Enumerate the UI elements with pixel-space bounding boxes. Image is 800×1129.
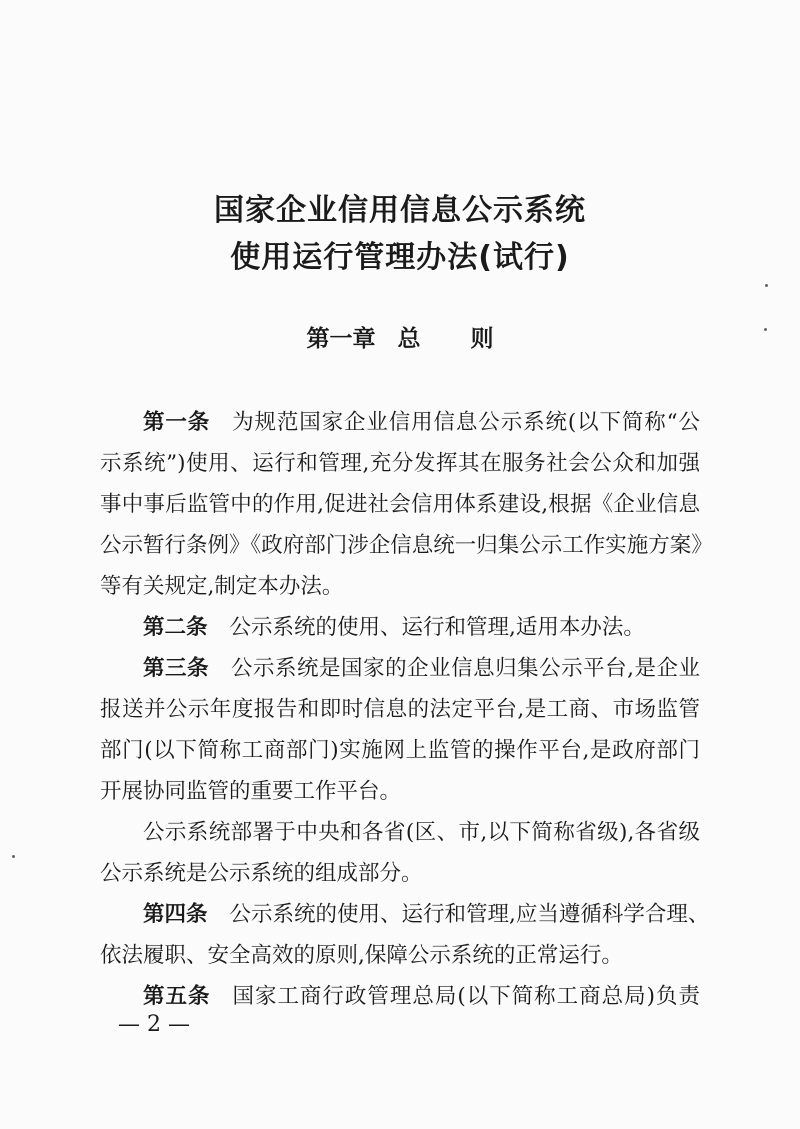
scan-speck bbox=[12, 855, 15, 858]
document-title-line-1: 国家企业信用信息公示系统 bbox=[214, 193, 586, 228]
article-3-label: 第三条 bbox=[143, 656, 210, 681]
article-5-line-1: 第五条 国家工商行政管理总局(以下简称工商总局)负责 bbox=[143, 984, 700, 1009]
scan-speck bbox=[764, 328, 767, 331]
article-1-label: 第一条 bbox=[143, 410, 211, 435]
article-1-line-5: 等有关规定,制定本办法。 bbox=[100, 574, 344, 599]
article-4-line-2: 依法履职、安全高效的原则,保障公示系统的正常运行。 bbox=[100, 943, 623, 968]
article-2-line-1: 第二条 公示系统的使用、运行和管理,适用本办法。 bbox=[143, 615, 645, 640]
page-number: — 2 — bbox=[118, 1012, 190, 1037]
article-1-line-1: 第一条 为规范国家企业信用信息公示系统(以下简称“公 bbox=[143, 410, 700, 435]
article-5-label: 第五条 bbox=[143, 984, 211, 1009]
chapter-title-char-1: 总 bbox=[397, 326, 421, 352]
article-2-label: 第二条 bbox=[143, 615, 208, 640]
article-1-line-2: 示系统”)使用、运行和管理,充分发挥其在服务社会公众和加强 bbox=[100, 451, 700, 476]
article-4-line-1: 第四条 公示系统的使用、运行和管理,应当遵循科学合理、 bbox=[143, 902, 710, 927]
article-3-paragraph-2-line-1: 公示系统部署于中央和各省(区、市,以下简称省级),各省级 bbox=[143, 820, 700, 845]
article-3-paragraph-2-line-2: 公示系统是公示系统的组成部分。 bbox=[100, 861, 423, 886]
scan-speck bbox=[765, 284, 768, 287]
chapter-title-char-2: 则 bbox=[470, 326, 494, 352]
article-4-label: 第四条 bbox=[143, 902, 208, 927]
article-3-line-3: 部门(以下简称工商部门)实施网上监管的操作平台,是政府部门 bbox=[100, 738, 700, 763]
article-3-line-1: 第三条 公示系统是国家的企业信息归集公示平台,是企业 bbox=[143, 656, 700, 681]
article-3-line-4: 开展协同监管的重要工作平台。 bbox=[100, 779, 402, 804]
article-1-line-4: 公示暂行条例》《政府部门涉企信息统一归集公示工作实施方案》 bbox=[100, 533, 713, 558]
chapter-heading bbox=[0, 328, 800, 351]
article-3-line-2: 报送并公示年度报告和即时信息的法定平台,是工商、市场监管 bbox=[100, 697, 700, 722]
document-title-line-2: 使用运行管理办法(试行) bbox=[230, 240, 570, 275]
article-1-line-3: 事中事后监管中的作用,促进社会信用体系建设,根据《企业信息 bbox=[100, 492, 700, 517]
chapter-number: 第一章 bbox=[306, 326, 376, 352]
